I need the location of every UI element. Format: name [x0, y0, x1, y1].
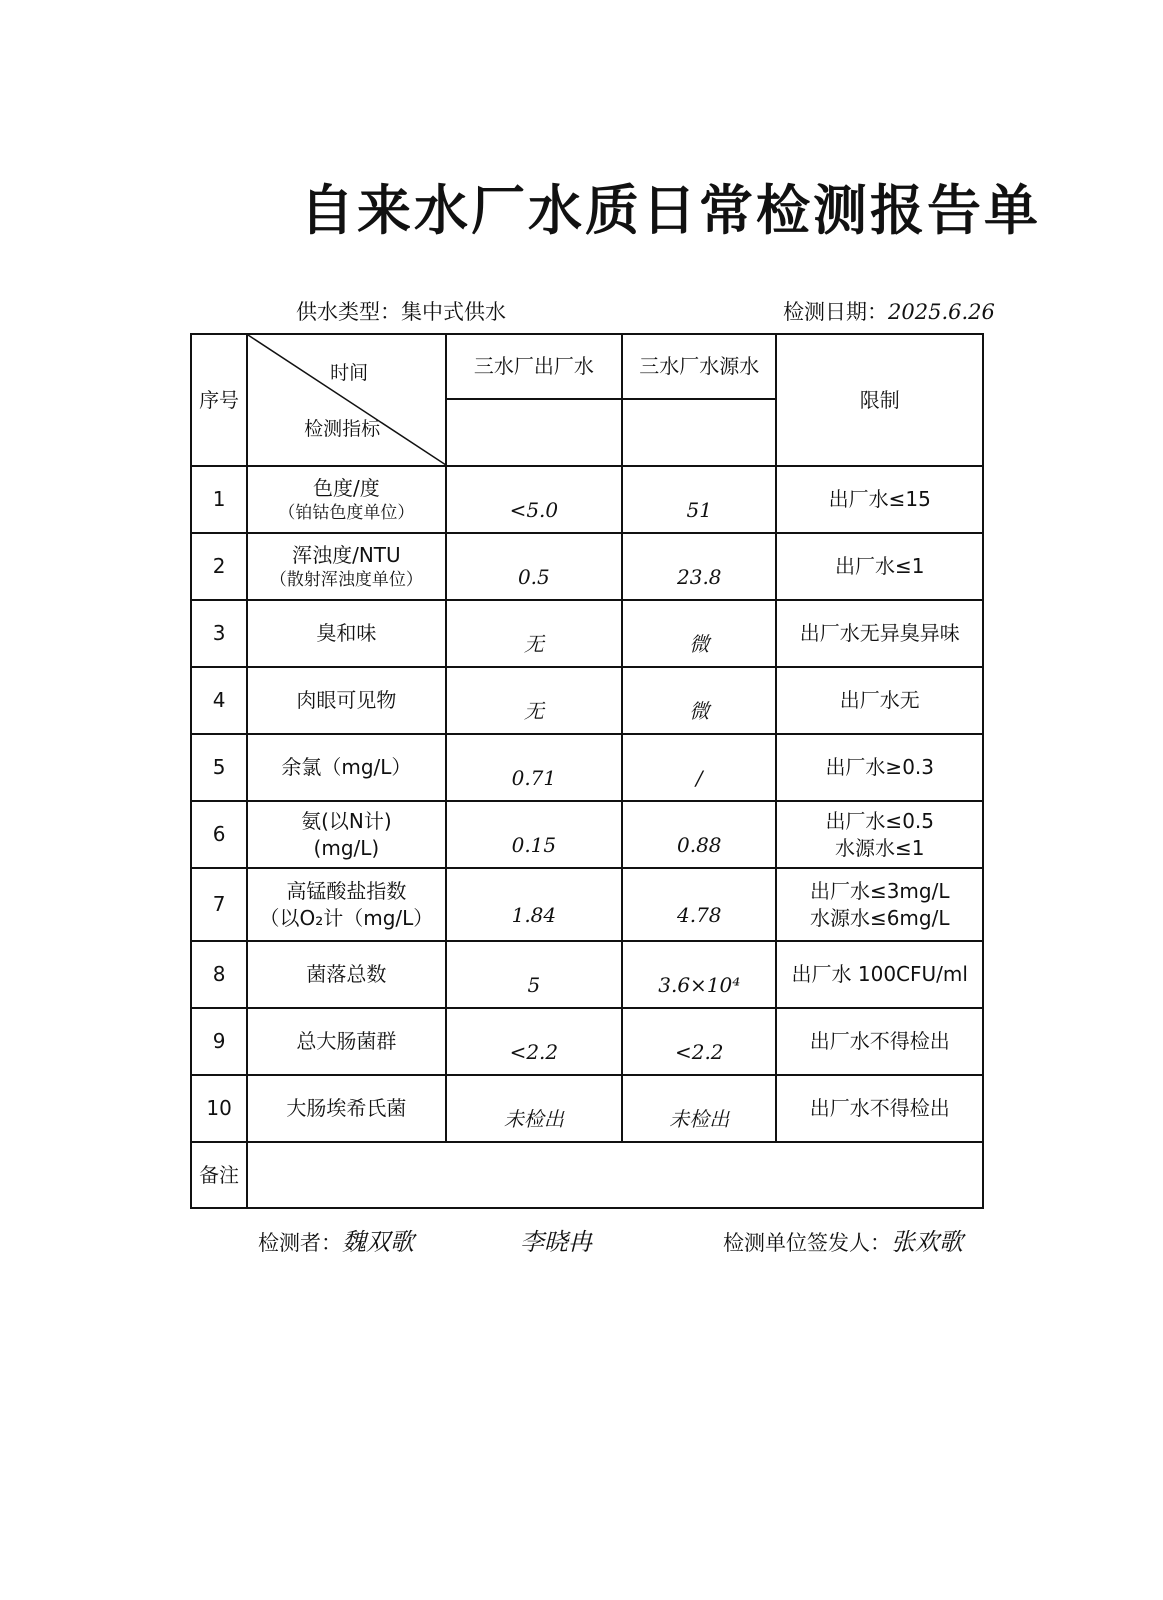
value-outlet: 0.15 — [446, 801, 622, 868]
limit-value: 出厂水 100CFU/ml — [776, 941, 983, 1008]
value-outlet: 未检出 — [446, 1075, 622, 1142]
test-date — [783, 296, 995, 326]
time-header: 时间 — [330, 362, 369, 384]
limit-value: 出厂水不得检出 — [776, 1075, 983, 1142]
indicator-name: 余氯（mg/L） — [281, 755, 412, 779]
table-row — [191, 941, 983, 1008]
limit-value: 出厂水无 — [776, 667, 983, 734]
row-no: 4 — [191, 667, 247, 734]
row-no: 5 — [191, 734, 247, 801]
col1-header: 三水厂出厂水 — [446, 334, 622, 399]
row-no: 2 — [191, 533, 247, 600]
limit-line: 出厂水≤0.5 — [825, 808, 935, 833]
row-no: 10 — [191, 1075, 247, 1142]
row-no: 9 — [191, 1008, 247, 1075]
limit-value — [776, 868, 983, 941]
indicator-name: 大肠埃希氏菌 — [286, 1096, 407, 1120]
tester-block — [258, 1222, 414, 1257]
indicator-name: 臭和味 — [316, 621, 377, 645]
value-source: 23.8 — [622, 533, 776, 600]
tester2-signature: 李晓冉 — [520, 1228, 592, 1256]
value-outlet: 无 — [446, 667, 622, 734]
row-indicator — [247, 600, 446, 667]
diagonal-line — [248, 335, 445, 465]
row-indicator — [247, 1008, 446, 1075]
value-outlet: 无 — [446, 600, 622, 667]
table-row — [191, 801, 983, 868]
row-indicator — [247, 533, 446, 600]
value-outlet: <5.0 — [446, 466, 622, 533]
indicator-name: 菌落总数 — [306, 962, 387, 986]
header-row — [191, 334, 983, 399]
row-indicator — [247, 941, 446, 1008]
row-indicator — [247, 667, 446, 734]
row-no: 3 — [191, 600, 247, 667]
seq-header: 序号 — [191, 334, 247, 466]
tester2-block — [520, 1222, 592, 1257]
value-source: / — [622, 734, 776, 801]
limit-value: 出厂水无异臭异味 — [776, 600, 983, 667]
row-indicator — [247, 734, 446, 801]
indicator-name: 高锰酸盐指数 — [286, 878, 407, 903]
value-source: 未检出 — [622, 1075, 776, 1142]
col2-time-cell — [622, 399, 776, 466]
value-source: 3.6×10⁴ — [622, 941, 776, 1008]
indicator-header: 检测指标 — [304, 418, 381, 440]
remarks-row — [191, 1142, 983, 1208]
water-quality-table — [190, 333, 984, 1209]
indicator-unit: （散射浑浊度单位） — [269, 569, 423, 590]
limit-value: 出厂水≤15 — [776, 466, 983, 533]
value-outlet: <2.2 — [446, 1008, 622, 1075]
row-no: 7 — [191, 868, 247, 941]
table-row — [191, 466, 983, 533]
table-row — [191, 1075, 983, 1142]
table-row — [191, 734, 983, 801]
issuer-block — [723, 1222, 963, 1257]
row-indicator — [247, 1075, 446, 1142]
table-row — [191, 868, 983, 941]
value-source: <2.2 — [622, 1008, 776, 1075]
table-row — [191, 600, 983, 667]
value-source: 0.88 — [622, 801, 776, 868]
test-date-label: 检测日期： — [783, 300, 888, 324]
limit-line: 水源水≤1 — [834, 835, 925, 860]
limit-value: 出厂水≥0.3 — [776, 734, 983, 801]
limit-value: 出厂水不得检出 — [776, 1008, 983, 1075]
row-no: 8 — [191, 941, 247, 1008]
issuer-signature: 张欢歌 — [891, 1228, 963, 1256]
report-title: 自来水厂水质日常检测报告单 — [300, 179, 1041, 242]
value-outlet: 0.71 — [446, 734, 622, 801]
limit-line: 出厂水≤3mg/L — [809, 878, 950, 903]
indicator-unit: （以O₂计（mg/L） — [259, 905, 434, 930]
limit-value — [776, 801, 983, 868]
indicator-name: 浑浊度/NTU — [292, 542, 401, 567]
limit-header: 限制 — [776, 334, 983, 466]
corner-header — [247, 334, 446, 466]
indicator-name: 色度/度 — [313, 475, 380, 500]
value-outlet: 0.5 — [446, 533, 622, 600]
table-row — [191, 533, 983, 600]
value-source: 微 — [622, 600, 776, 667]
value-source: 4.78 — [622, 868, 776, 941]
limit-line: 水源水≤6mg/L — [809, 905, 950, 930]
remarks-label: 备注 — [191, 1142, 247, 1208]
indicator-name: 总大肠菌群 — [296, 1029, 397, 1053]
row-indicator — [247, 466, 446, 533]
table-row — [191, 1008, 983, 1075]
value-outlet: 5 — [446, 941, 622, 1008]
value-outlet: 1.84 — [446, 868, 622, 941]
indicator-name: 肉眼可见物 — [296, 688, 397, 712]
row-no: 6 — [191, 801, 247, 868]
table-row — [191, 667, 983, 734]
value-source: 51 — [622, 466, 776, 533]
supply-type — [296, 296, 506, 326]
col2-header: 三水厂水源水 — [622, 334, 776, 399]
tester1-signature: 魏双歌 — [342, 1228, 414, 1256]
col1-time-cell — [446, 399, 622, 466]
tester-label: 检测者： — [258, 1231, 342, 1255]
row-indicator — [247, 801, 446, 868]
supply-type-label: 供水类型： — [296, 300, 401, 324]
supply-type-value: 集中式供水 — [401, 300, 506, 324]
indicator-unit: （铂钴色度单位） — [278, 502, 415, 523]
row-indicator — [247, 868, 446, 941]
test-date-value: 2025.6.26 — [888, 300, 995, 324]
row-no: 1 — [191, 466, 247, 533]
limit-value: 出厂水≤1 — [776, 533, 983, 600]
indicator-unit: (mg/L) — [313, 835, 380, 860]
value-source: 微 — [622, 667, 776, 734]
issuer-label: 检测单位签发人： — [723, 1231, 891, 1255]
remarks-value — [247, 1142, 983, 1208]
indicator-name: 氨(以N计) — [301, 808, 392, 833]
